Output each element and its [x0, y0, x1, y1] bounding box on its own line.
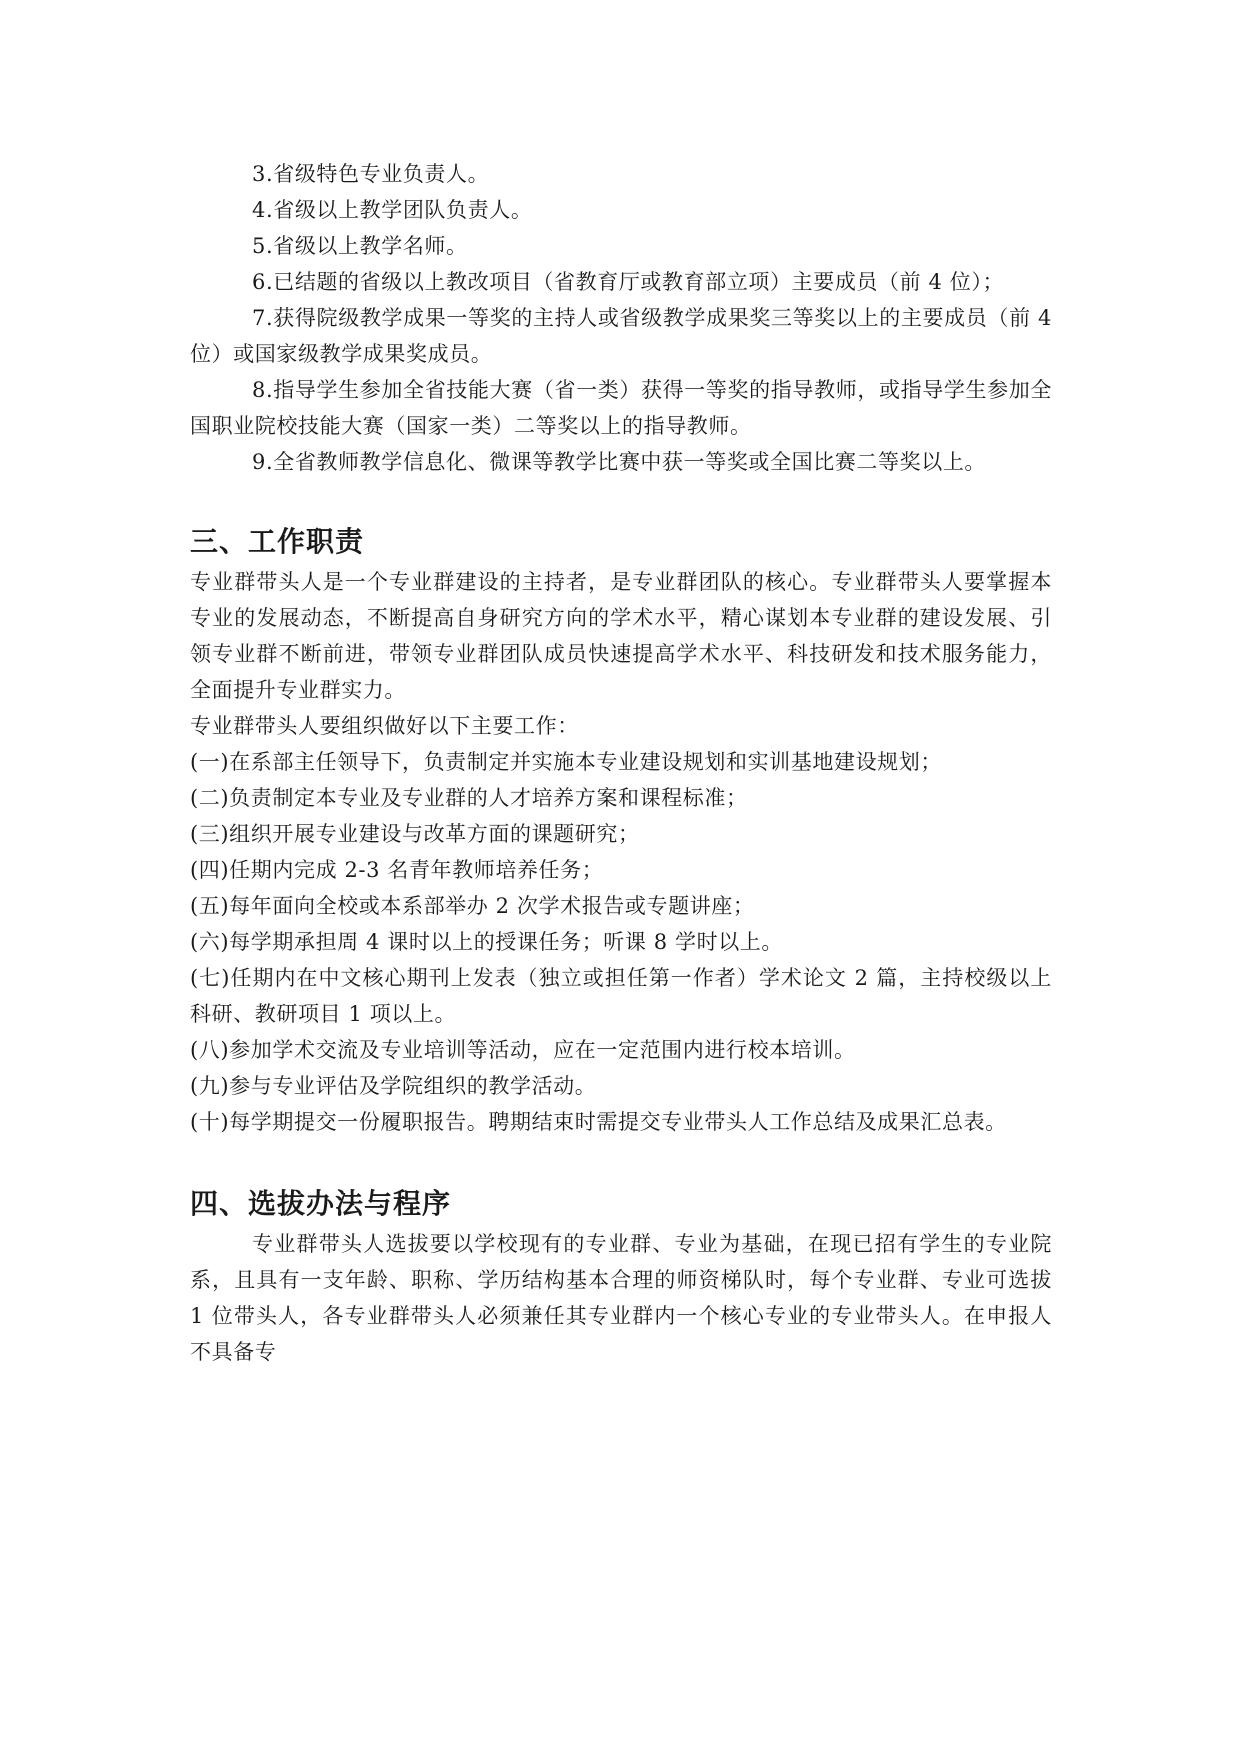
document-content: [190, 156, 1052, 1370]
criteria-item-8: 8.指导学生参加全省技能大赛（省一类）获得一等奖的指导教师，或指导学生参加全国职业院校技能大赛（国家一类）二等奖以上的指导教师。: [190, 378, 1052, 438]
duty-item-10: (十)每学期提交一份履职报告。聘期结束时需提交专业带头人工作总结及成果汇总表。: [190, 1110, 1007, 1134]
duty-item-3: (三)组织开展专业建设与改革方面的课题研究；: [190, 822, 640, 846]
duty-item-4: (四)任期内完成 2-3 名青年教师培养任务；: [190, 858, 604, 882]
criteria-item-3: 3.省级特色专业负责人。: [252, 162, 490, 186]
duty-item-6: (六)每学期承担周 4 课时以上的授课任务；听课 8 学时以上。: [190, 930, 784, 954]
duty-item-9: (九)参与专业评估及学院组织的教学活动。: [190, 1074, 597, 1098]
criteria-item-9: 9.全省教师教学信息化、微课等教学比赛中获一等奖或全国比赛二等奖以上。: [252, 450, 987, 474]
duty-item-8: (八)参加学术交流及专业培训等活动，应在一定范围内进行校本培训。: [190, 1038, 856, 1062]
duty-item-2: (二)负责制定本专业及专业群的人才培养方案和课程标准；: [190, 786, 748, 810]
criteria-item-7: 7.获得院级教学成果一等奖的主持人或省级教学成果奖三等奖以上的主要成员（前 4 位）或国家级教学成果奖成员。: [190, 306, 1052, 366]
duty-item-5: (五)每年面向全校或本系部举办 2 次学术报告或专题讲座；: [190, 894, 755, 918]
duty-item-7: (七)任期内在中文核心期刊上发表（独立或担任第一作者）学术论文 2 篇，主持校级以上科研、教研项目 1 项以上。: [190, 966, 1052, 1026]
section-3-heading: 三、工作职责: [190, 525, 365, 558]
criteria-item-5: 5.省级以上教学名师。: [252, 234, 468, 258]
criteria-item-4: 4.省级以上教学团队负责人。: [252, 198, 533, 222]
section-4-body: 专业群带头人选拔要以学校现有的专业群、专业为基础，在现已招有学生的专业院系，且具有一支年龄、职称、学历结构基本合理的师资梯队时，每个专业群、专业可选拔 1 位带头人，各专业群带头人必须兼任其专业群内一个核心专业的专业带头人。在申报人不具备专: [190, 1232, 1052, 1364]
section-4-heading: 四、选拔办法与程序: [190, 1187, 452, 1220]
duty-item-1: (一)在系部主任领导下，负责制定并实施本专业建设规划和实训基地建设规划；: [190, 750, 942, 774]
section-3-lead: 专业群带头人要组织做好以下主要工作：: [190, 714, 579, 738]
criteria-item-6: 6.已结题的省级以上教改项目（省教育厅或教育部立项）主要成员（前 4 位）；: [252, 270, 1005, 294]
section-3-intro: 专业群带头人是一个专业群建设的主持者，是专业群团队的核心。专业群带头人要掌握本专业的发展动态，不断提高自身研究方向的学术水平，精心谋划本专业群的建设发展、引领专业群不断前进，带领专业群团队成员快速提高学术水平、科技研发和技术服务能力，全面提升专业群实力。: [190, 570, 1052, 702]
